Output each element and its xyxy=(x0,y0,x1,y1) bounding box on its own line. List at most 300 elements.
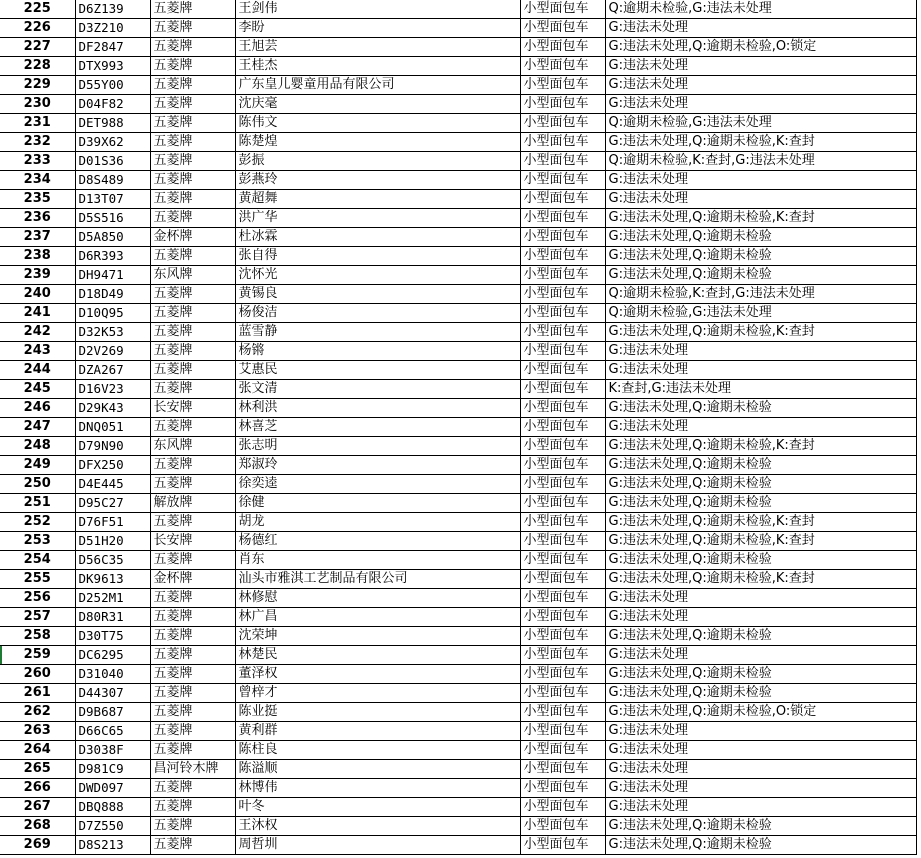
owner-cell[interactable]: 沈怀光 xyxy=(235,266,520,285)
plate-number-cell[interactable]: D39X62 xyxy=(75,133,150,152)
status-cell[interactable]: Q:逾期未检验,G:违法未处理 xyxy=(605,304,916,323)
row-number-cell[interactable]: 254 xyxy=(0,551,75,570)
owner-cell[interactable]: 胡龙 xyxy=(235,513,520,532)
vehicle-type-cell[interactable]: 小型面包车 xyxy=(520,323,605,342)
row-number-cell[interactable]: 245 xyxy=(0,380,75,399)
owner-cell[interactable]: 杨德红 xyxy=(235,532,520,551)
table-row xyxy=(0,133,916,152)
status-cell[interactable]: G:违法未处理,Q:逾期未检验 xyxy=(605,817,916,836)
status-cell[interactable]: K:查封,G:违法未处理 xyxy=(605,380,916,399)
status-cell[interactable]: Q:逾期未检验,K:查封,G:违法未处理 xyxy=(605,285,916,304)
plate-number-cell[interactable]: DWD097 xyxy=(75,779,150,798)
brand-cell[interactable]: 五菱牌 xyxy=(150,323,235,342)
owner-cell[interactable]: 林楚民 xyxy=(235,646,520,665)
brand-cell[interactable]: 五菱牌 xyxy=(150,589,235,608)
brand-cell[interactable]: 五菱牌 xyxy=(150,247,235,266)
status-cell[interactable]: G:违法未处理 xyxy=(605,589,916,608)
owner-cell[interactable]: 洪广华 xyxy=(235,209,520,228)
status-cell[interactable]: G:违法未处理,Q:逾期未检验 xyxy=(605,266,916,285)
brand-cell[interactable]: 金杯牌 xyxy=(150,228,235,247)
vehicle-type-cell[interactable]: 小型面包车 xyxy=(520,209,605,228)
table-row xyxy=(0,209,916,228)
owner-cell[interactable]: 杨锵 xyxy=(235,342,520,361)
row-number-cell[interactable]: 243 xyxy=(0,342,75,361)
row-number-cell[interactable]: 256 xyxy=(0,589,75,608)
brand-cell[interactable]: 五菱牌 xyxy=(150,152,235,171)
status-cell[interactable]: G:违法未处理 xyxy=(605,760,916,779)
row-number-cell[interactable]: 251 xyxy=(0,494,75,513)
row-number-cell[interactable]: 233 xyxy=(0,152,75,171)
status-cell[interactable]: G:违法未处理,Q:逾期未检验,K:查封 xyxy=(605,513,916,532)
plate-number-cell[interactable]: D981C9 xyxy=(75,760,150,779)
plate-number-cell[interactable]: D95C27 xyxy=(75,494,150,513)
vehicle-type-cell[interactable]: 小型面包车 xyxy=(520,760,605,779)
owner-cell[interactable]: 李盼 xyxy=(235,19,520,38)
plate-number-cell[interactable]: DF2847 xyxy=(75,38,150,57)
vehicle-type-cell[interactable]: 小型面包车 xyxy=(520,817,605,836)
row-number-cell[interactable]: 240 xyxy=(0,285,75,304)
status-cell[interactable]: G:违法未处理 xyxy=(605,76,916,95)
vehicle-type-cell[interactable]: 小型面包车 xyxy=(520,475,605,494)
row-number-cell[interactable]: 227 xyxy=(0,38,75,57)
vehicle-type-cell[interactable]: 小型面包车 xyxy=(520,589,605,608)
table-row xyxy=(0,399,916,418)
plate-number-cell[interactable]: D79N90 xyxy=(75,437,150,456)
owner-cell[interactable]: 彭燕玲 xyxy=(235,171,520,190)
status-cell[interactable]: Q:逾期未检验,K:查封,G:违法未处理 xyxy=(605,152,916,171)
brand-cell[interactable]: 五菱牌 xyxy=(150,304,235,323)
brand-cell[interactable]: 五菱牌 xyxy=(150,342,235,361)
table-row xyxy=(0,570,916,589)
brand-cell[interactable]: 五菱牌 xyxy=(150,209,235,228)
plate-number-cell[interactable]: D18D49 xyxy=(75,285,150,304)
status-cell[interactable]: G:违法未处理 xyxy=(605,608,916,627)
brand-cell[interactable]: 五菱牌 xyxy=(150,627,235,646)
plate-number-cell[interactable]: D31040 xyxy=(75,665,150,684)
plate-number-cell[interactable]: DFX250 xyxy=(75,456,150,475)
row-number-cell[interactable]: 263 xyxy=(0,722,75,741)
table-row xyxy=(0,361,916,380)
plate-number-cell[interactable]: D51H20 xyxy=(75,532,150,551)
vehicle-type-cell[interactable]: 小型面包车 xyxy=(520,133,605,152)
vehicle-type-cell[interactable]: 小型面包车 xyxy=(520,152,605,171)
vehicle-type-cell[interactable]: 小型面包车 xyxy=(520,646,605,665)
row-number-cell[interactable]: 266 xyxy=(0,779,75,798)
owner-cell[interactable]: 杜冰霖 xyxy=(235,228,520,247)
row-number-cell[interactable]: 237 xyxy=(0,228,75,247)
table-row xyxy=(0,589,916,608)
status-cell[interactable]: G:违法未处理,Q:逾期未检验,K:查封 xyxy=(605,532,916,551)
owner-cell[interactable]: 黄利群 xyxy=(235,722,520,741)
owner-cell[interactable]: 林修慰 xyxy=(235,589,520,608)
table-row xyxy=(0,513,916,532)
row-number-cell[interactable]: 234 xyxy=(0,171,75,190)
brand-cell[interactable]: 五菱牌 xyxy=(150,475,235,494)
plate-number-cell[interactable]: DNQ051 xyxy=(75,418,150,437)
table-row xyxy=(0,684,916,703)
brand-cell[interactable]: 五菱牌 xyxy=(150,285,235,304)
vehicle-type-cell[interactable]: 小型面包车 xyxy=(520,532,605,551)
vehicle-type-cell[interactable]: 小型面包车 xyxy=(520,247,605,266)
plate-number-cell[interactable]: D76F51 xyxy=(75,513,150,532)
owner-cell[interactable]: 董泽权 xyxy=(235,665,520,684)
row-number-cell[interactable]: 262 xyxy=(0,703,75,722)
vehicle-type-cell[interactable]: 小型面包车 xyxy=(520,494,605,513)
status-cell[interactable]: G:违法未处理 xyxy=(605,722,916,741)
vehicle-type-cell[interactable]: 小型面包车 xyxy=(520,741,605,760)
status-cell[interactable]: G:违法未处理 xyxy=(605,779,916,798)
vehicle-type-cell[interactable]: 小型面包车 xyxy=(520,190,605,209)
vehicle-type-cell[interactable]: 小型面包车 xyxy=(520,95,605,114)
brand-cell[interactable]: 五菱牌 xyxy=(150,418,235,437)
row-number-cell[interactable]: 264 xyxy=(0,741,75,760)
vehicle-type-cell[interactable]: 小型面包车 xyxy=(520,703,605,722)
status-cell[interactable]: G:违法未处理,Q:逾期未检验,K:查封 xyxy=(605,437,916,456)
row-number-cell[interactable]: 247 xyxy=(0,418,75,437)
plate-number-cell[interactable]: D80R31 xyxy=(75,608,150,627)
brand-cell[interactable]: 五菱牌 xyxy=(150,513,235,532)
brand-cell[interactable]: 五菱牌 xyxy=(150,608,235,627)
vehicle-type-cell[interactable]: 小型面包车 xyxy=(520,684,605,703)
brand-cell[interactable]: 五菱牌 xyxy=(150,665,235,684)
plate-number-cell[interactable]: D32K53 xyxy=(75,323,150,342)
status-cell[interactable]: G:违法未处理,Q:逾期未检验 xyxy=(605,475,916,494)
vehicle-type-cell[interactable]: 小型面包车 xyxy=(520,38,605,57)
table-row xyxy=(0,437,916,456)
owner-cell[interactable]: 黄超舞 xyxy=(235,190,520,209)
plate-number-cell[interactable]: D6Z139 xyxy=(75,0,150,19)
vehicle-type-cell[interactable]: 小型面包车 xyxy=(520,228,605,247)
row-number-cell[interactable]: 238 xyxy=(0,247,75,266)
brand-cell[interactable]: 长安牌 xyxy=(150,532,235,551)
table-row xyxy=(0,57,916,76)
vehicle-type-cell[interactable]: 小型面包车 xyxy=(520,513,605,532)
vehicle-type-cell[interactable]: 小型面包车 xyxy=(520,627,605,646)
row-number-cell[interactable]: 267 xyxy=(0,798,75,817)
owner-cell[interactable]: 沈庆毫 xyxy=(235,95,520,114)
status-cell[interactable]: G:违法未处理,Q:逾期未检验,K:查封 xyxy=(605,133,916,152)
plate-number-cell[interactable]: D44307 xyxy=(75,684,150,703)
owner-cell[interactable]: 汕头市雅淇工艺制品有限公司 xyxy=(235,570,520,589)
table-row xyxy=(0,228,916,247)
status-cell[interactable]: G:违法未处理,Q:逾期未检验 xyxy=(605,836,916,855)
brand-cell[interactable]: 金杯牌 xyxy=(150,570,235,589)
owner-cell[interactable]: 陈溢顺 xyxy=(235,760,520,779)
plate-number-cell[interactable]: D16V23 xyxy=(75,380,150,399)
owner-cell[interactable]: 徐健 xyxy=(235,494,520,513)
brand-cell[interactable]: 五菱牌 xyxy=(150,817,235,836)
owner-cell[interactable]: 陈楚煌 xyxy=(235,133,520,152)
plate-number-cell[interactable]: D3038F xyxy=(75,741,150,760)
brand-cell[interactable]: 五菱牌 xyxy=(150,190,235,209)
vehicle-type-cell[interactable]: 小型面包车 xyxy=(520,798,605,817)
owner-cell[interactable]: 张志明 xyxy=(235,437,520,456)
row-number-cell[interactable]: 265 xyxy=(0,760,75,779)
plate-number-cell[interactable]: D13T07 xyxy=(75,190,150,209)
brand-cell[interactable]: 五菱牌 xyxy=(150,57,235,76)
status-cell[interactable]: G:违法未处理,Q:逾期未检验 xyxy=(605,684,916,703)
status-cell[interactable]: G:违法未处理,Q:逾期未检验,O:锁定 xyxy=(605,703,916,722)
owner-cell[interactable]: 张自得 xyxy=(235,247,520,266)
brand-cell[interactable]: 五菱牌 xyxy=(150,684,235,703)
table-row xyxy=(0,722,916,741)
brand-cell[interactable]: 五菱牌 xyxy=(150,722,235,741)
row-number-cell[interactable]: 260 xyxy=(0,665,75,684)
brand-cell[interactable]: 五菱牌 xyxy=(150,779,235,798)
brand-cell[interactable]: 昌河铃木牌 xyxy=(150,760,235,779)
table-row xyxy=(0,285,916,304)
owner-cell[interactable]: 张文清 xyxy=(235,380,520,399)
status-cell[interactable]: G:违法未处理 xyxy=(605,361,916,380)
row-number-cell[interactable]: 259 xyxy=(0,646,75,665)
brand-cell[interactable]: 东风牌 xyxy=(150,437,235,456)
vehicle-type-cell[interactable]: 小型面包车 xyxy=(520,114,605,133)
row-number-cell[interactable]: 252 xyxy=(0,513,75,532)
brand-cell[interactable]: 五菱牌 xyxy=(150,703,235,722)
status-cell[interactable]: G:违法未处理 xyxy=(605,171,916,190)
table-row xyxy=(0,798,916,817)
status-cell[interactable]: G:违法未处理 xyxy=(605,19,916,38)
row-number-cell[interactable]: 241 xyxy=(0,304,75,323)
table-row xyxy=(0,456,916,475)
vehicle-type-cell[interactable]: 小型面包车 xyxy=(520,722,605,741)
owner-cell[interactable]: 周哲圳 xyxy=(235,836,520,855)
vehicle-type-cell[interactable]: 小型面包车 xyxy=(520,570,605,589)
brand-cell[interactable]: 五菱牌 xyxy=(150,0,235,19)
status-cell[interactable]: G:违法未处理,Q:逾期未检验,K:查封 xyxy=(605,323,916,342)
brand-cell[interactable]: 五菱牌 xyxy=(150,38,235,57)
status-cell[interactable]: G:违法未处理 xyxy=(605,190,916,209)
vehicle-type-cell[interactable]: 小型面包车 xyxy=(520,836,605,855)
plate-number-cell[interactable]: D01S36 xyxy=(75,152,150,171)
row-number-cell[interactable]: 268 xyxy=(0,817,75,836)
row-number-cell[interactable]: 235 xyxy=(0,190,75,209)
vehicle-type-cell[interactable]: 小型面包车 xyxy=(520,76,605,95)
status-cell[interactable]: Q:逾期未检验,G:违法未处理 xyxy=(605,114,916,133)
owner-cell[interactable]: 艾惠民 xyxy=(235,361,520,380)
vehicle-type-cell[interactable]: 小型面包车 xyxy=(520,304,605,323)
owner-cell[interactable]: 徐奕逵 xyxy=(235,475,520,494)
row-number-cell[interactable]: 257 xyxy=(0,608,75,627)
status-cell[interactable]: G:违法未处理,Q:逾期未检验 xyxy=(605,665,916,684)
row-number-cell[interactable]: 236 xyxy=(0,209,75,228)
owner-cell[interactable]: 叶冬 xyxy=(235,798,520,817)
table-row xyxy=(0,76,916,95)
brand-cell[interactable]: 五菱牌 xyxy=(150,114,235,133)
vehicle-type-cell[interactable]: 小型面包车 xyxy=(520,779,605,798)
plate-number-cell[interactable]: DH9471 xyxy=(75,266,150,285)
row-number-cell[interactable]: 228 xyxy=(0,57,75,76)
brand-cell[interactable]: 五菱牌 xyxy=(150,76,235,95)
status-cell[interactable]: G:违法未处理 xyxy=(605,342,916,361)
brand-cell[interactable]: 五菱牌 xyxy=(150,741,235,760)
row-number-cell[interactable]: 230 xyxy=(0,95,75,114)
owner-cell[interactable]: 王旭芸 xyxy=(235,38,520,57)
owner-cell[interactable]: 郑淑玲 xyxy=(235,456,520,475)
row-number-cell[interactable]: 244 xyxy=(0,361,75,380)
plate-number-cell[interactable]: D56C35 xyxy=(75,551,150,570)
plate-number-cell[interactable]: D5A850 xyxy=(75,228,150,247)
status-cell[interactable]: G:违法未处理 xyxy=(605,646,916,665)
vehicle-type-cell[interactable]: 小型面包车 xyxy=(520,456,605,475)
row-number-cell[interactable]: 246 xyxy=(0,399,75,418)
owner-cell[interactable]: 沈荣坤 xyxy=(235,627,520,646)
owner-cell[interactable]: 林喜芝 xyxy=(235,418,520,437)
brand-cell[interactable]: 五菱牌 xyxy=(150,95,235,114)
status-cell[interactable]: G:违法未处理 xyxy=(605,57,916,76)
vehicle-type-cell[interactable]: 小型面包车 xyxy=(520,665,605,684)
plate-number-cell[interactable]: DK9613 xyxy=(75,570,150,589)
plate-number-cell[interactable]: D8S213 xyxy=(75,836,150,855)
owner-cell[interactable]: 林利洪 xyxy=(235,399,520,418)
owner-cell[interactable]: 曾梓才 xyxy=(235,684,520,703)
vehicle-type-cell[interactable]: 小型面包车 xyxy=(520,171,605,190)
owner-cell[interactable]: 陈伟文 xyxy=(235,114,520,133)
brand-cell[interactable]: 五菱牌 xyxy=(150,133,235,152)
owner-cell[interactable]: 王沐权 xyxy=(235,817,520,836)
row-number-cell[interactable]: 242 xyxy=(0,323,75,342)
brand-cell[interactable]: 长安牌 xyxy=(150,399,235,418)
plate-number-cell[interactable]: D252M1 xyxy=(75,589,150,608)
table-row xyxy=(0,380,916,399)
status-cell[interactable]: G:违法未处理,Q:逾期未检验 xyxy=(605,494,916,513)
plate-number-cell[interactable]: DTX993 xyxy=(75,57,150,76)
brand-cell[interactable]: 五菱牌 xyxy=(150,551,235,570)
plate-number-cell[interactable]: DBQ888 xyxy=(75,798,150,817)
brand-cell[interactable]: 五菱牌 xyxy=(150,836,235,855)
plate-number-cell[interactable]: DC6295 xyxy=(75,646,150,665)
row-number-cell[interactable]: 229 xyxy=(0,76,75,95)
owner-cell[interactable]: 王剑伟 xyxy=(235,0,520,19)
vehicle-type-cell[interactable]: 小型面包车 xyxy=(520,285,605,304)
plate-number-cell[interactable]: D55Y00 xyxy=(75,76,150,95)
row-number-cell[interactable]: 231 xyxy=(0,114,75,133)
plate-number-cell[interactable]: D4E445 xyxy=(75,475,150,494)
status-cell[interactable]: G:违法未处理 xyxy=(605,741,916,760)
table-row xyxy=(0,551,916,570)
row-number-cell[interactable]: 250 xyxy=(0,475,75,494)
row-number-cell[interactable]: 232 xyxy=(0,133,75,152)
status-cell[interactable]: G:违法未处理,Q:逾期未检验,K:查封 xyxy=(605,570,916,589)
row-number-cell[interactable]: 255 xyxy=(0,570,75,589)
owner-cell[interactable]: 黄锡良 xyxy=(235,285,520,304)
status-cell[interactable]: G:违法未处理,Q:逾期未检验,K:查封 xyxy=(605,209,916,228)
vehicle-type-cell[interactable]: 小型面包车 xyxy=(520,342,605,361)
table-row xyxy=(0,494,916,513)
row-number-cell[interactable]: 261 xyxy=(0,684,75,703)
owner-cell[interactable]: 林广昌 xyxy=(235,608,520,627)
brand-cell[interactable]: 五菱牌 xyxy=(150,361,235,380)
owner-cell[interactable]: 陈柱良 xyxy=(235,741,520,760)
plate-number-cell[interactable]: DZA267 xyxy=(75,361,150,380)
table-row xyxy=(0,38,916,57)
brand-cell[interactable]: 五菱牌 xyxy=(150,646,235,665)
table-row xyxy=(0,836,916,855)
vehicle-type-cell[interactable]: 小型面包车 xyxy=(520,608,605,627)
owner-cell[interactable]: 杨俊洁 xyxy=(235,304,520,323)
vehicle-type-cell[interactable]: 小型面包车 xyxy=(520,0,605,19)
status-cell[interactable]: G:违法未处理,Q:逾期未检验 xyxy=(605,399,916,418)
vehicle-type-cell[interactable]: 小型面包车 xyxy=(520,266,605,285)
brand-cell[interactable]: 五菱牌 xyxy=(150,798,235,817)
brand-cell[interactable]: 五菱牌 xyxy=(150,171,235,190)
vehicle-type-cell[interactable]: 小型面包车 xyxy=(520,380,605,399)
owner-cell[interactable]: 陈业挺 xyxy=(235,703,520,722)
status-cell[interactable]: G:违法未处理,Q:逾期未检验 xyxy=(605,551,916,570)
plate-number-cell[interactable]: D8S489 xyxy=(75,171,150,190)
brand-cell[interactable]: 五菱牌 xyxy=(150,19,235,38)
vehicle-type-cell[interactable]: 小型面包车 xyxy=(520,418,605,437)
status-cell[interactable]: G:违法未处理,Q:逾期未检验 xyxy=(605,456,916,475)
plate-number-cell[interactable]: D7Z550 xyxy=(75,817,150,836)
plate-number-cell[interactable]: D66C65 xyxy=(75,722,150,741)
plate-number-cell[interactable]: DET988 xyxy=(75,114,150,133)
owner-cell[interactable]: 肖东 xyxy=(235,551,520,570)
table-row xyxy=(0,418,916,437)
owner-cell[interactable]: 蓝雪静 xyxy=(235,323,520,342)
vehicle-type-cell[interactable]: 小型面包车 xyxy=(520,57,605,76)
row-number-cell[interactable]: 258 xyxy=(0,627,75,646)
vehicle-type-cell[interactable]: 小型面包车 xyxy=(520,399,605,418)
table-row xyxy=(0,304,916,323)
row-number-cell[interactable]: 253 xyxy=(0,532,75,551)
owner-cell[interactable]: 彭振 xyxy=(235,152,520,171)
plate-number-cell[interactable]: D9B687 xyxy=(75,703,150,722)
row-number-cell[interactable]: 225 xyxy=(0,0,75,19)
plate-number-cell[interactable]: D2V269 xyxy=(75,342,150,361)
table-row xyxy=(0,190,916,209)
plate-number-cell[interactable]: D10Q95 xyxy=(75,304,150,323)
status-cell[interactable]: G:违法未处理,Q:逾期未检验 xyxy=(605,228,916,247)
owner-cell[interactable]: 广东皇儿婴童用品有限公司 xyxy=(235,76,520,95)
plate-number-cell[interactable]: D29K43 xyxy=(75,399,150,418)
brand-cell[interactable]: 五菱牌 xyxy=(150,456,235,475)
brand-cell[interactable]: 东风牌 xyxy=(150,266,235,285)
plate-number-cell[interactable]: D5S516 xyxy=(75,209,150,228)
status-cell[interactable]: G:违法未处理,Q:逾期未检验 xyxy=(605,627,916,646)
status-cell[interactable]: G:违法未处理,Q:逾期未检验 xyxy=(605,247,916,266)
plate-number-cell[interactable]: D3Z210 xyxy=(75,19,150,38)
row-number-cell[interactable]: 269 xyxy=(0,836,75,855)
vehicle-type-cell[interactable]: 小型面包车 xyxy=(520,361,605,380)
table-row xyxy=(0,475,916,494)
status-cell[interactable]: G:违法未处理,Q:逾期未检验,O:锁定 xyxy=(605,38,916,57)
status-cell[interactable]: Q:逾期未检验,G:违法未处理 xyxy=(605,0,916,19)
plate-number-cell[interactable]: D30T75 xyxy=(75,627,150,646)
brand-cell[interactable]: 解放牌 xyxy=(150,494,235,513)
plate-number-cell[interactable]: D6R393 xyxy=(75,247,150,266)
table-row xyxy=(0,646,916,665)
vehicle-type-cell[interactable]: 小型面包车 xyxy=(520,19,605,38)
table-row xyxy=(0,171,916,190)
row-number-cell[interactable]: 248 xyxy=(0,437,75,456)
status-cell[interactable]: G:违法未处理 xyxy=(605,95,916,114)
status-cell[interactable]: G:违法未处理 xyxy=(605,798,916,817)
row-number-cell[interactable]: 239 xyxy=(0,266,75,285)
plate-number-cell[interactable]: D04F82 xyxy=(75,95,150,114)
owner-cell[interactable]: 王桂杰 xyxy=(235,57,520,76)
table-row xyxy=(0,779,916,798)
table-row xyxy=(0,247,916,266)
brand-cell[interactable]: 五菱牌 xyxy=(150,380,235,399)
table-row xyxy=(0,342,916,361)
vehicle-type-cell[interactable]: 小型面包车 xyxy=(520,437,605,456)
vehicle-type-cell[interactable]: 小型面包车 xyxy=(520,551,605,570)
owner-cell[interactable]: 林博伟 xyxy=(235,779,520,798)
row-number-cell[interactable]: 226 xyxy=(0,19,75,38)
row-number-cell[interactable]: 249 xyxy=(0,456,75,475)
status-cell[interactable]: G:违法未处理 xyxy=(605,418,916,437)
